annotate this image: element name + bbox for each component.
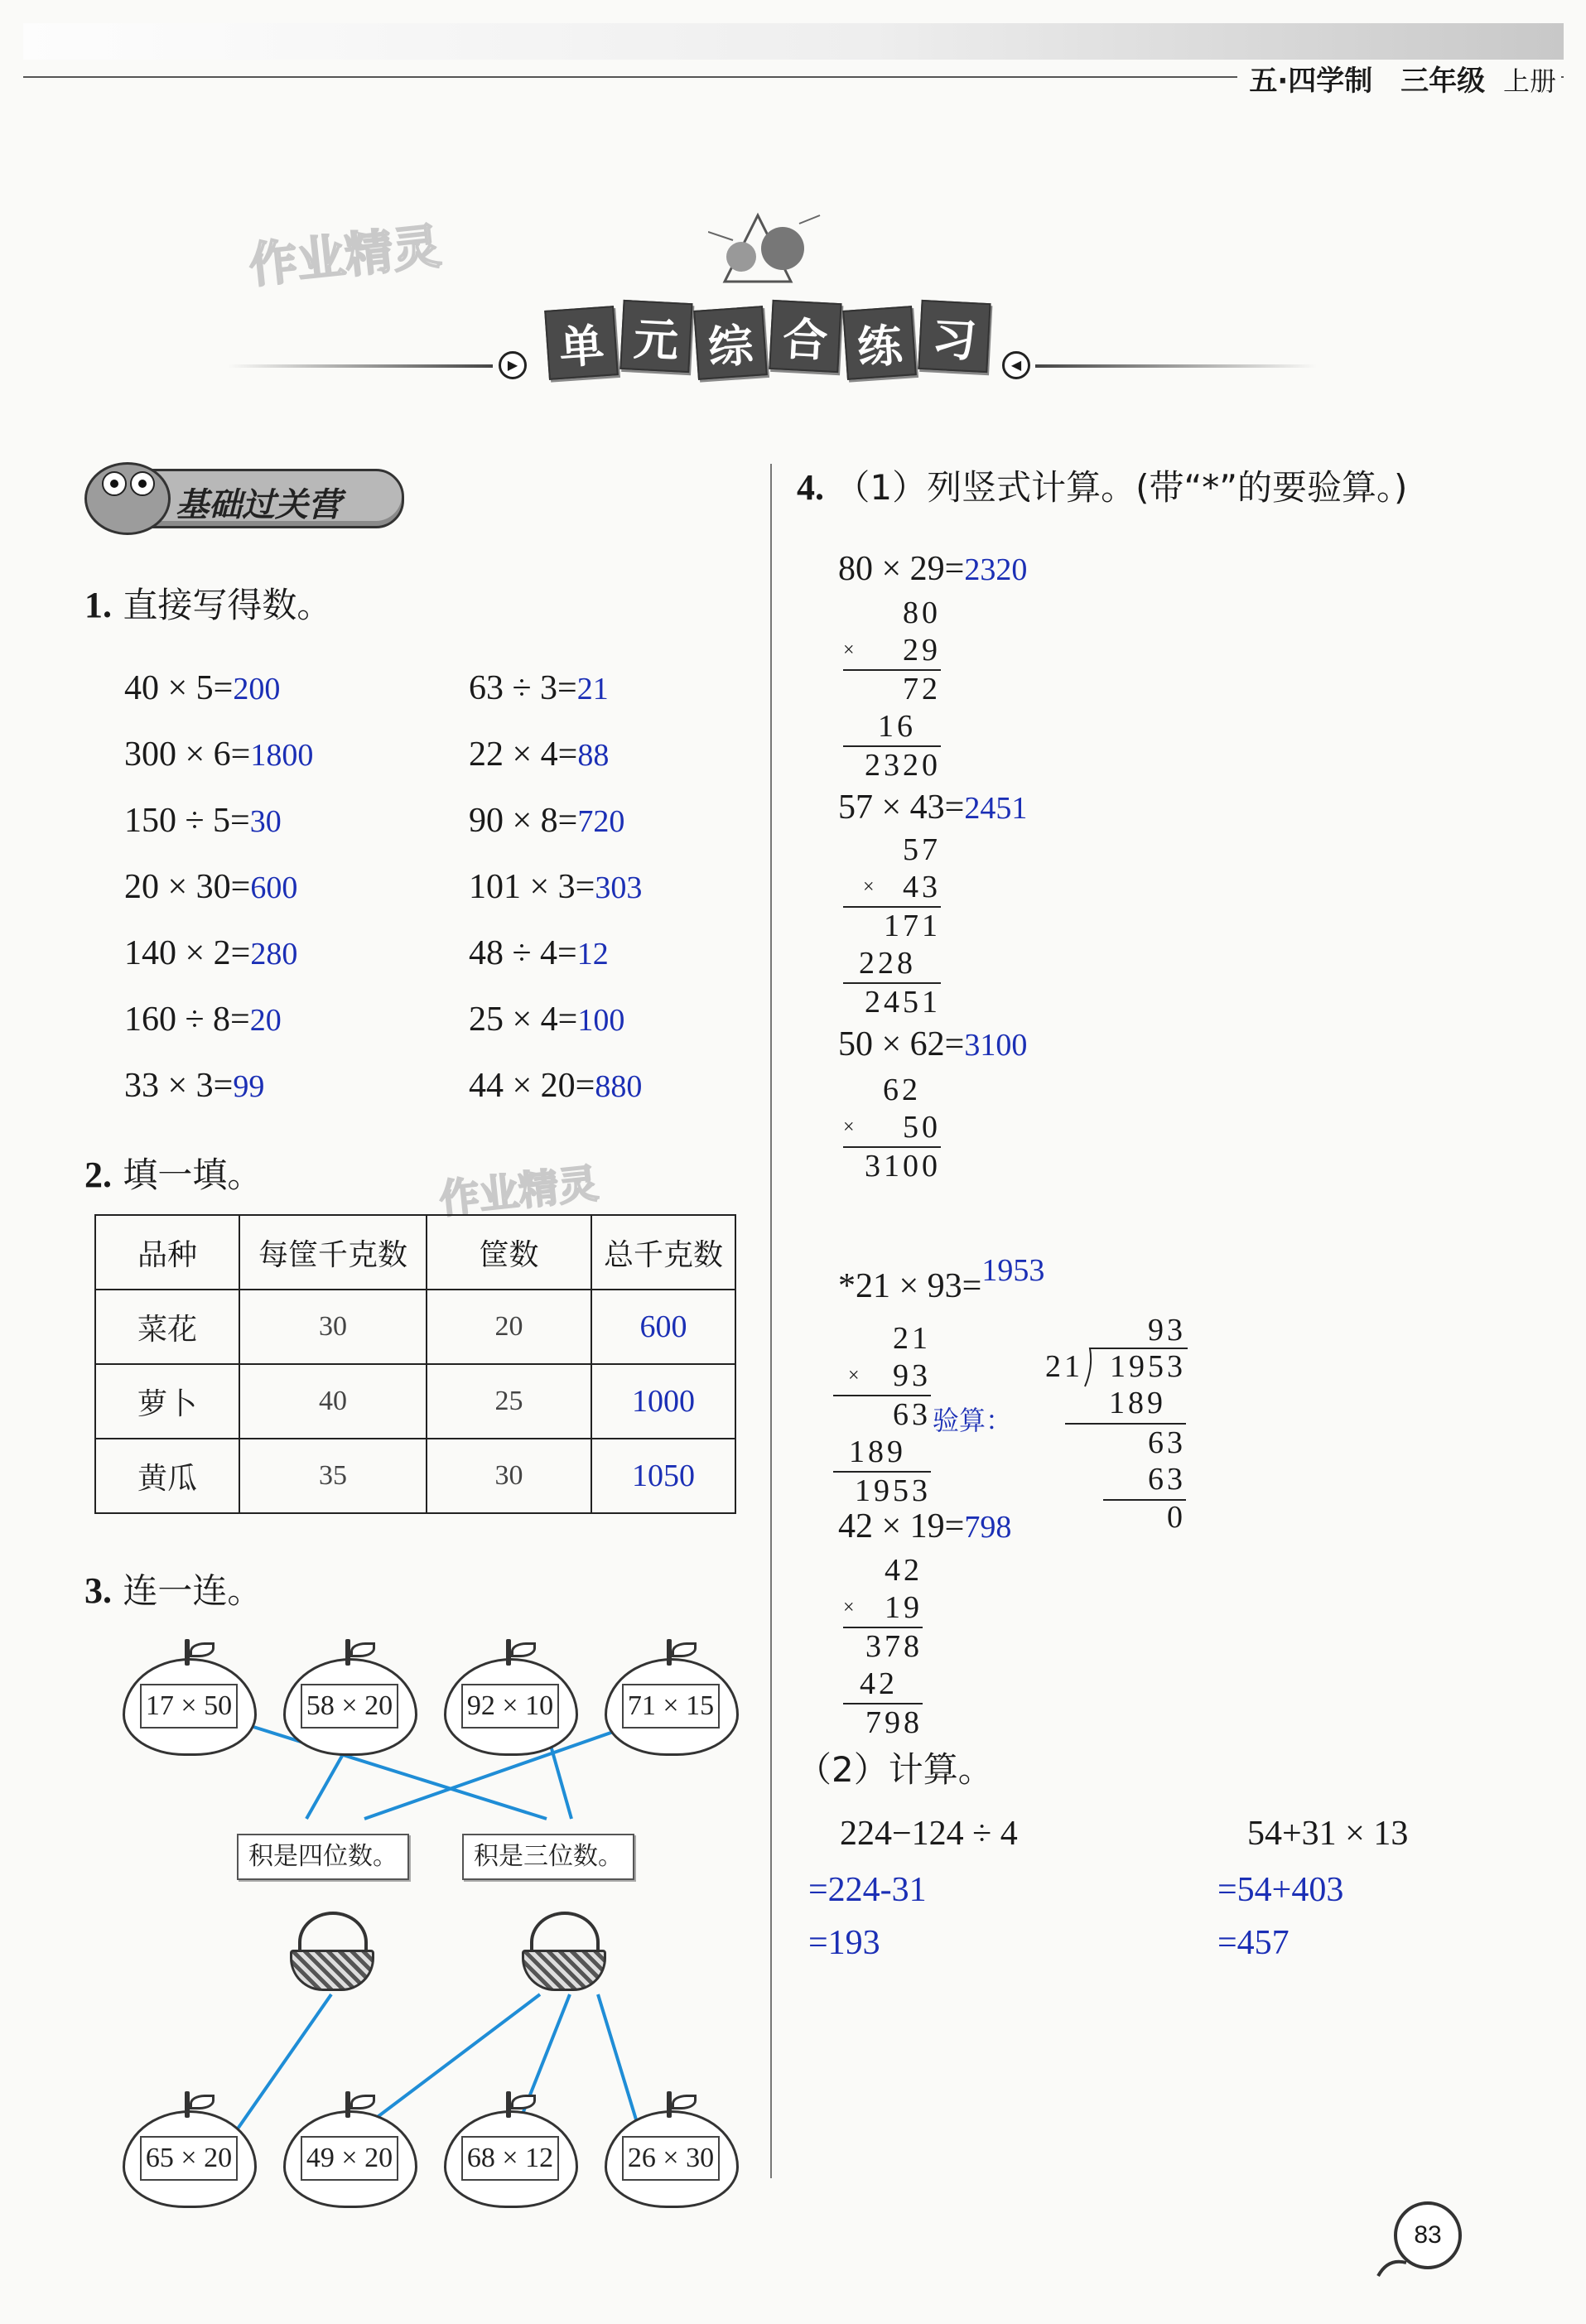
q1-number: 1.: [84, 585, 112, 625]
basket-icon: [290, 1912, 373, 1991]
part2-step: =54+403: [1217, 1871, 1344, 1909]
part2-step: =193: [808, 1924, 880, 1962]
vertical-calc: 57 × 43 171 228 2451: [843, 832, 941, 1021]
q2-number: 2.: [84, 1155, 112, 1195]
q1-right-column: [469, 668, 642, 1131]
q3-number: 3.: [84, 1570, 112, 1611]
q1-item: 25 × 4=100: [469, 1000, 625, 1039]
answer-cell: 1050: [591, 1439, 735, 1513]
answer-cell: 1000: [591, 1364, 735, 1439]
back-arrow-icon: ◀: [1002, 351, 1030, 379]
division-step: 189: [1109, 1386, 1166, 1420]
answer: 2451: [964, 791, 1028, 826]
table-row: [95, 1364, 735, 1439]
table-cell: 40: [239, 1364, 427, 1439]
basket-icon: [522, 1912, 605, 1991]
apple-label: 65 × 20: [140, 2136, 238, 2181]
title-char: 单: [544, 306, 619, 380]
q1-item: 150 ÷ 5=30: [124, 802, 282, 840]
answer: 21: [576, 672, 609, 706]
answer: 720: [577, 804, 625, 839]
title-char: 合: [769, 300, 841, 373]
vertical-calc: 42 × 19 378 42 798: [843, 1553, 923, 1740]
q1-title: [84, 578, 331, 628]
q3-title: [84, 1564, 262, 1613]
section-badge-label: 基础过关营: [176, 486, 341, 524]
answer: 880: [595, 1069, 643, 1104]
part2-expr: 54+31 × 13: [1247, 1815, 1409, 1853]
watermark: 作业精灵: [246, 218, 444, 294]
label-three-digit: 积是三位数。: [462, 1834, 634, 1880]
q1-item: 90 × 8=720: [469, 802, 625, 840]
apple-label: 17 × 50: [140, 1684, 238, 1729]
check-label: 验算：: [933, 1405, 1013, 1436]
answer: 200: [233, 672, 281, 706]
decor-illustration: [708, 199, 824, 290]
q1-item: 140 × 2=280: [124, 934, 298, 972]
answer: 1800: [250, 738, 314, 773]
title-char: 习: [918, 300, 991, 373]
title-char: 综: [693, 306, 768, 380]
table-header: 筐数: [427, 1215, 591, 1290]
dividend: 1953: [1110, 1349, 1186, 1384]
answer: 100: [577, 1003, 625, 1038]
table-cell: 20: [427, 1290, 591, 1364]
q1-left-column: [124, 668, 313, 1131]
answer: 1953: [981, 1253, 1045, 1288]
q1-item: 48 ÷ 4=12: [469, 934, 609, 972]
fill-table: [94, 1214, 736, 1514]
frog-icon: [84, 462, 171, 535]
header-grade-info: [1237, 61, 1561, 101]
vertical-calc: 80 × 29 72 16 2320: [843, 595, 941, 783]
label-four-digit: 积是四位数。: [237, 1834, 409, 1880]
header-band: [23, 23, 1564, 60]
answer: 88: [577, 738, 610, 773]
remainder: 0: [1167, 1500, 1186, 1535]
answer: 20: [249, 1003, 282, 1038]
answer: 303: [595, 870, 643, 905]
unit-title: [547, 308, 989, 378]
play-arrow-icon: ▶: [499, 351, 527, 379]
table-header: 总千克数: [591, 1215, 735, 1290]
apple-label: 49 × 20: [301, 2136, 398, 2181]
table-header: 品种: [95, 1215, 239, 1290]
table-cell: 35: [239, 1439, 427, 1513]
q4-item: 42 × 19=798: [838, 1507, 1012, 1545]
table-row: [95, 1290, 735, 1364]
q4-title-text: （1）列竖式计算。(带“*”的要验算。): [835, 467, 1408, 508]
watermark: 作业精灵: [437, 1160, 600, 1223]
q1-item: 33 × 3=99: [124, 1067, 265, 1105]
apple-label: 68 × 12: [461, 2136, 559, 2181]
q1-item: 101 × 3=303: [469, 868, 643, 906]
q1-item: 40 × 5=200: [124, 669, 281, 707]
division-step: 63: [1148, 1462, 1186, 1497]
answer: 2320: [964, 552, 1028, 587]
part2-expr: 224−124 ÷ 4: [840, 1815, 1018, 1853]
answer: 600: [250, 870, 298, 905]
title-char: 练: [842, 306, 917, 380]
q4-part2-title: （2）计算。: [797, 1749, 993, 1790]
header-system: 五·四学制: [1249, 65, 1373, 98]
title-char: 元: [619, 300, 692, 373]
q1-item: 63 ÷ 3=21: [469, 669, 609, 707]
table-cell: 菜花: [95, 1290, 239, 1364]
column-divider: [770, 464, 772, 2178]
table-row: [95, 1439, 735, 1513]
apple-label: 92 × 10: [461, 1684, 559, 1729]
q4-number: 4.: [797, 467, 824, 508]
header-volume: 上册: [1502, 65, 1556, 97]
q2-title: [84, 1148, 262, 1198]
q1-item: 22 × 4=88: [469, 735, 610, 774]
part2-step: =224-31: [808, 1871, 927, 1909]
table-cell: 25: [427, 1364, 591, 1439]
apple-label: 58 × 20: [301, 1684, 398, 1729]
page-number: 83: [1394, 2201, 1462, 2269]
q4-item: 80 × 29=2320: [838, 550, 1028, 588]
apple-label: 26 × 30: [622, 2136, 720, 2181]
answer: 3100: [964, 1028, 1028, 1063]
section-badge: [84, 454, 412, 537]
q1-item: 300 × 6=1800: [124, 735, 314, 774]
q4-item: 57 × 43=2451: [838, 788, 1028, 827]
answer: 12: [576, 937, 609, 972]
answer: 280: [250, 937, 298, 972]
part2-step: =457: [1217, 1924, 1290, 1962]
q1-item: 20 × 30=600: [124, 868, 298, 906]
q4-item: 50 × 62=3100: [838, 1025, 1028, 1063]
table-header: 每筐千克数: [239, 1215, 427, 1290]
answer: 99: [233, 1069, 265, 1104]
q1-title-text: 直接写得数。: [123, 585, 332, 625]
long-division: [1045, 1312, 1186, 1535]
q4-item: *21 × 93=1953: [838, 1253, 1045, 1305]
quotient: 93: [1148, 1313, 1186, 1348]
apple-label: 71 × 15: [622, 1684, 720, 1729]
answer: 798: [964, 1510, 1012, 1545]
q3-title-text: 连一连。: [123, 1570, 263, 1611]
table-cell: 30: [239, 1290, 427, 1364]
q1-item: 160 ÷ 8=20: [124, 1000, 282, 1039]
vertical-calc: 62 × 50 3100: [843, 1073, 941, 1184]
answer: 30: [249, 804, 282, 839]
table-cell: 30: [427, 1439, 591, 1513]
q1-item: 44 × 20=880: [469, 1067, 643, 1105]
title-rule-left: [228, 364, 493, 368]
connect-diagram: [83, 1623, 754, 2244]
divisor: 21: [1045, 1349, 1083, 1384]
table-cell: 萝卜: [95, 1364, 239, 1439]
table-header-row: [95, 1215, 735, 1290]
header-grade: 三年级: [1400, 65, 1486, 98]
swirl-icon: [1376, 2254, 1410, 2279]
answer-cell: 600: [591, 1290, 735, 1364]
table-cell: 黄瓜: [95, 1439, 239, 1513]
title-rule-right: [1035, 364, 1317, 368]
vertical-calc: 21 × 93 63 189 1953: [833, 1320, 931, 1510]
q4-title: [797, 460, 1407, 510]
division-step: 63: [1148, 1425, 1186, 1460]
q2-title-text: 填一填。: [123, 1155, 263, 1195]
